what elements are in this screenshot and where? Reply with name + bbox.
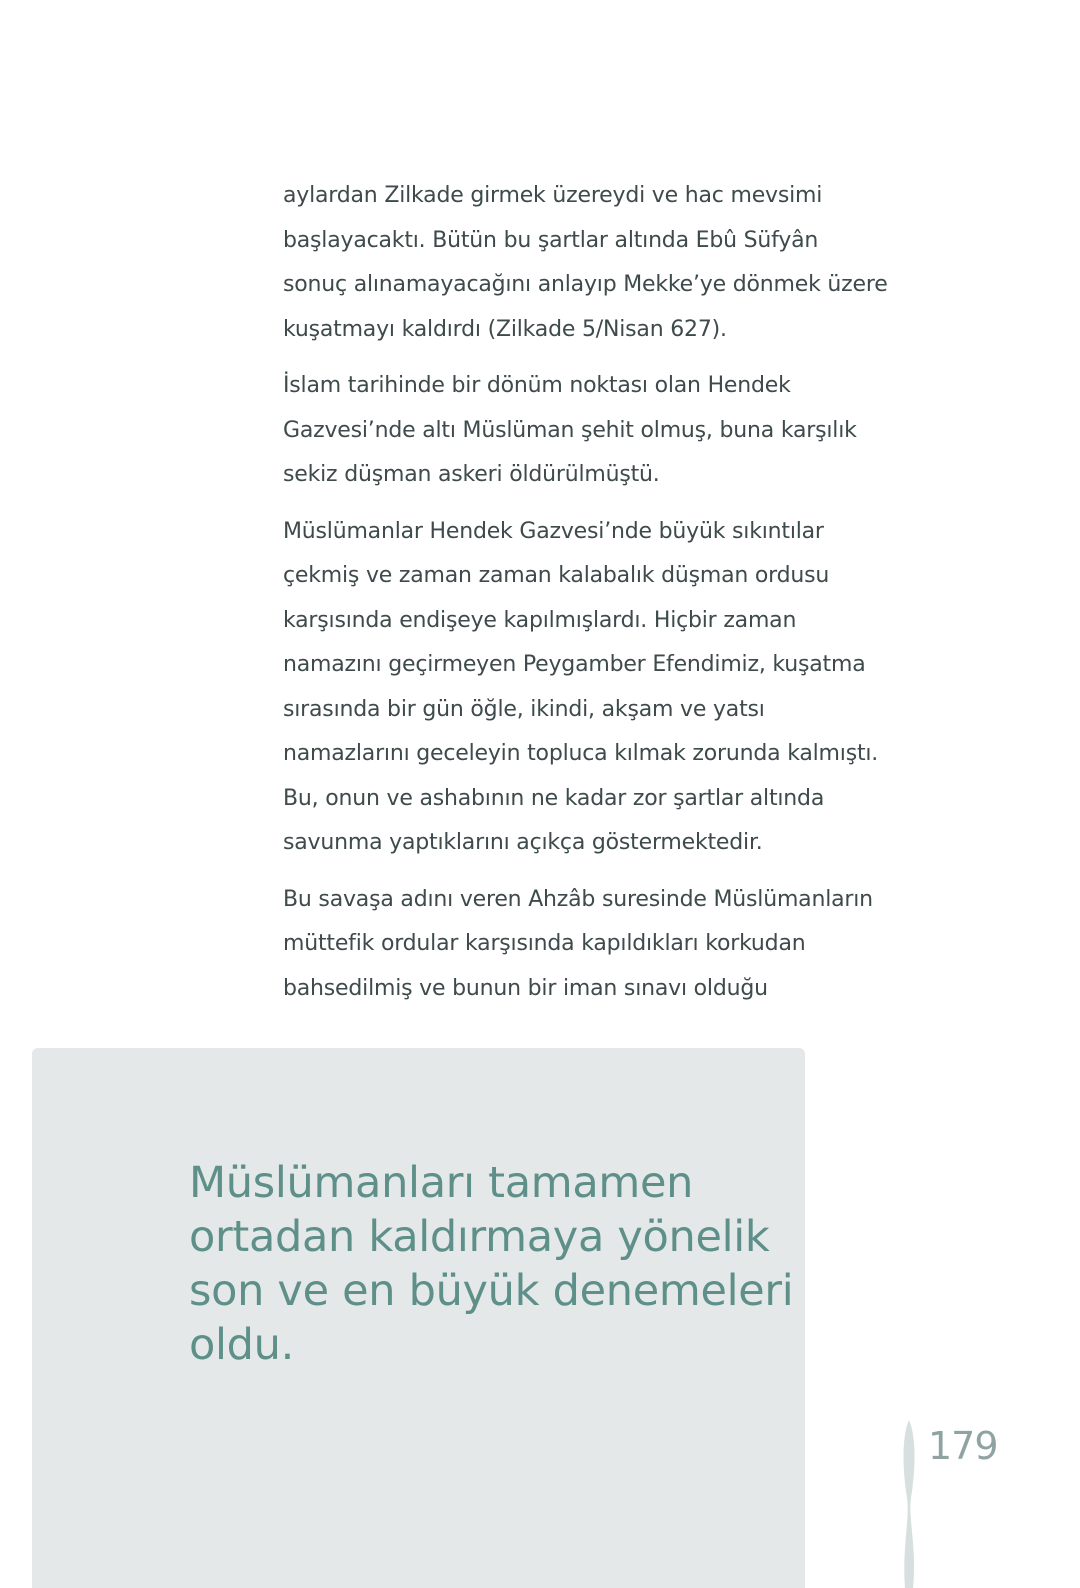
body-text <box>283 174 893 1023</box>
pull-quote-line: son ve en büyük denemeleri <box>189 1266 794 1316</box>
pull-quote-box <box>32 1048 805 1588</box>
text-line: İslam tarihinde bir dönüm noktası olan Hendek <box>283 373 791 398</box>
text-line: Müslümanlar Hendek Gazvesi’nde büyük sıkıntılar <box>283 518 824 544</box>
text-line: aylardan Zilkade girmek üzereydi ve hac mevsimi <box>283 183 823 208</box>
pull-quote-line: ortadan kaldırmaya yönelik <box>189 1212 770 1262</box>
text-line: bahsedilmiş ve bunun bir iman sınavı olduğu <box>283 975 768 1001</box>
paragraph-3 <box>283 510 893 866</box>
text-line: karşısında endişeye kapılmışlardı. Hiçbir zaman <box>283 607 797 633</box>
text-line: çekmiş ve zaman zaman kalabalık düşman ordusu <box>283 563 830 588</box>
pull-quote <box>189 1156 794 1372</box>
page-number: 179 <box>928 1424 998 1468</box>
text-line: kuşatmayı kaldırdı (Zilkade 5/Nisan 627). <box>283 316 727 342</box>
paragraph-1 <box>283 174 893 352</box>
pull-quote-line: oldu. <box>189 1320 294 1370</box>
paragraph-2 <box>283 364 893 498</box>
text-line: namazlarını geceleyin topluca kılmak zorunda kalmıştı. <box>283 741 879 766</box>
text-line: Bu, onun ve ashabının ne kadar zor şartlar altında <box>283 785 825 811</box>
text-line: sırasında bir gün öğle, ikindi, akşam ve yatsı <box>283 696 765 722</box>
text-line: Bu savaşa adını veren Ahzâb suresinde Müslümanların <box>283 886 873 912</box>
page-ornament <box>898 1418 920 1588</box>
text-line: müttefik ordular karşısında kapıldıkları korkudan <box>283 931 806 956</box>
text-line: başlayacaktı. Bütün bu şartlar altında Ebû Süfyân <box>283 227 819 253</box>
text-line: Gazvesi’nde altı Müslüman şehit olmuş, buna karşılık <box>283 417 857 443</box>
text-line: namazını geçirmeyen Peygamber Efendimiz, kuşatma <box>283 652 866 677</box>
text-line: sonuç alınamayacağını anlayıp Mekke’ye dönmek üzere <box>283 272 888 297</box>
pull-quote-line: Müslümanları tamamen <box>189 1158 694 1208</box>
text-line: savunma yaptıklarını açıkça göstermektedir. <box>283 830 763 855</box>
text-line: sekiz düşman askeri öldürülmüştü. <box>283 462 660 487</box>
paragraph-4 <box>283 878 893 1012</box>
